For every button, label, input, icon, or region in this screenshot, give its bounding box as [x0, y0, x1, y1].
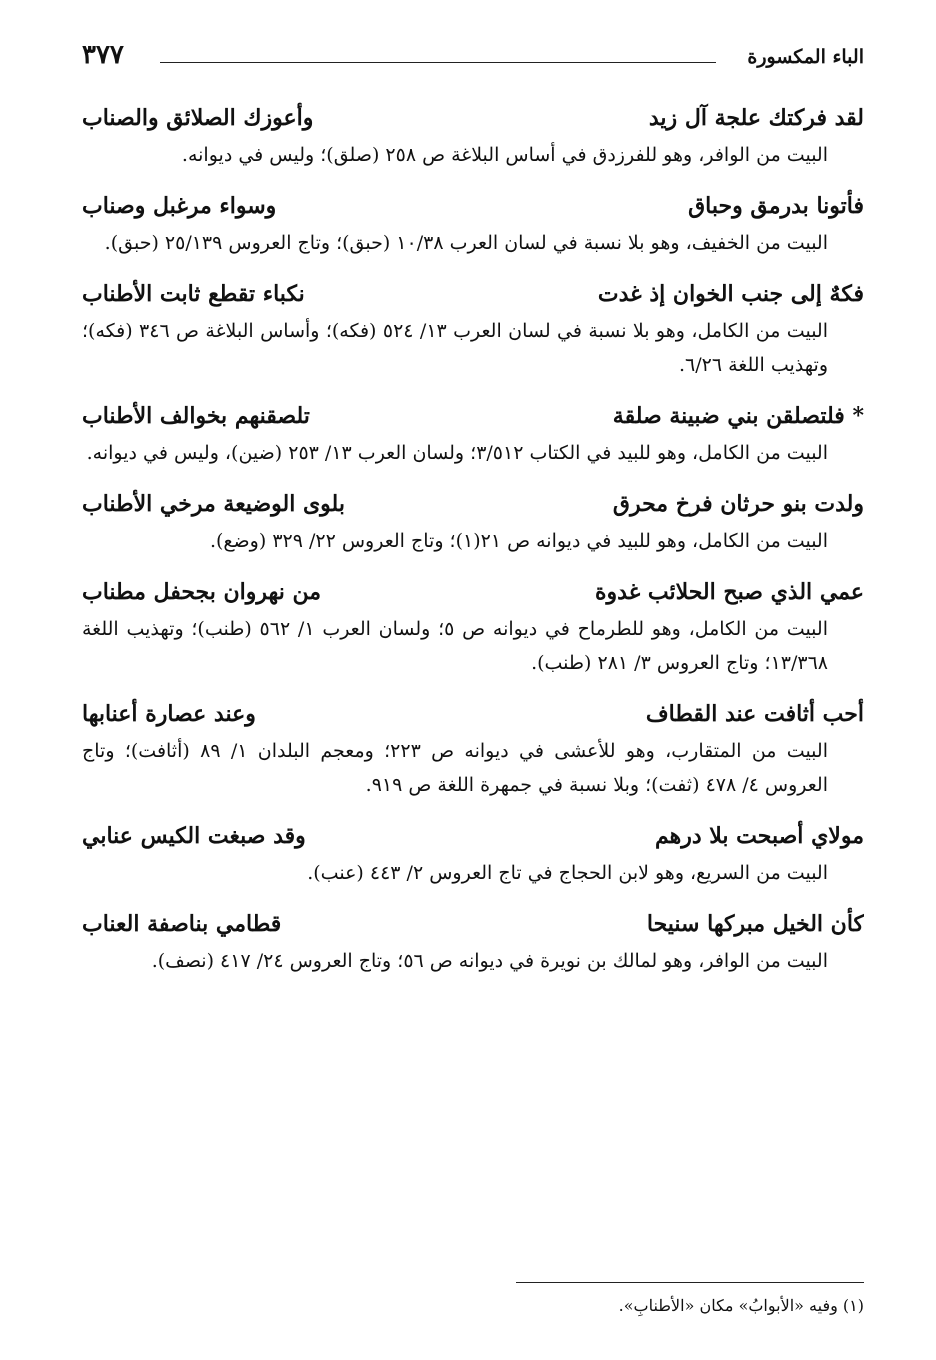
second-hemistich: نكباء تقطع ثابت الأطناب	[82, 281, 305, 307]
verse-line	[82, 98, 864, 138]
second-hemistich: وأعوزك الصلائق والصناب	[82, 105, 314, 131]
verse-line	[82, 274, 864, 314]
page	[82, 36, 864, 1360]
first-hemistich: فكهٌ إلى جنب الخوان إذ غدت	[597, 281, 864, 307]
second-hemistich: تلصقنهم بخوالف الأطناب	[82, 403, 310, 429]
verse-entry	[82, 904, 864, 978]
first-hemistich: ولدت بنو حرثان فرخ محرق	[612, 491, 864, 517]
first-hemistich: فأتونا بدرمق وحباق	[688, 193, 864, 219]
first-hemistich: عمي الذي صبح الحلائب غدوة	[595, 579, 864, 605]
verse-line	[82, 484, 864, 524]
first-hemistich: مولاي أصبحت بلا درهم	[654, 823, 864, 849]
verse-line	[82, 694, 864, 734]
second-hemistich: وعند عصارة أعنابها	[82, 701, 256, 727]
verse-note: البيت من السريع، وهو لابن الحجاج في تاج العروس ٢/ ٤٤٣ (عنب).	[307, 862, 828, 884]
verse-entry	[82, 694, 864, 802]
verse-note: البيت من الوافر، وهو للفرزدق في أساس البلاغة ص ٢٥٨ (صلق)؛ وليس في ديوانه.	[181, 144, 828, 166]
verse-note: البيت من الخفيف، وهو بلا نسبة في لسان العرب ١٠/٣٨ (حبق)؛ وتاج العروس ٢٥/١٣٩ (حبق).	[104, 232, 828, 254]
verse-entry	[82, 816, 864, 890]
second-hemistich: بلوى الوضيعة مرخي الأطناب	[82, 491, 345, 517]
verse-entry	[82, 396, 864, 470]
verse-line	[82, 572, 864, 612]
verse-entries	[82, 98, 864, 992]
verse-entry	[82, 186, 864, 260]
verse-entry	[82, 274, 864, 382]
footnote-rule	[516, 1282, 864, 1283]
verse-line	[82, 816, 864, 856]
second-hemistich: قطامي بناصفة العناب	[82, 911, 282, 937]
verse-note: البيت من الكامل، وهو للبيد في ديوانه ص ٢١(١)؛ وتاج العروس ٢٢/ ٣٢٩ (وضع).	[209, 530, 828, 552]
second-hemistich: من نهروان بجحفل مطناب	[82, 579, 322, 605]
verse-note: البيت من الكامل، وهو للبيد في الكتاب ٣/٥١٢؛ ولسان العرب ١٣/ ٢٥٣ (ضين)، وليس في ديوانه.	[86, 442, 828, 464]
page-number: ٣٧٧	[82, 40, 124, 70]
first-hemistich: كأن الخيل مبركها سنيحا	[646, 911, 864, 937]
footnote: (١) وفيه «الأبوابُ» مكان «الأطنابِ».	[618, 1296, 864, 1315]
verse-note: البيت من الكامل، وهو للطرماح في ديوانه ص ٥؛ ولسان العرب ١/ ٥٦٢ (طنب)؛ وتهذيب اللغة ١٣/٣٦٨؛ وتاج العروس ٣/ ٢٨١ (طنب).	[82, 618, 828, 674]
header-rule	[160, 62, 716, 63]
second-hemistich: وقد صبغت الكيس عنابي	[82, 823, 306, 849]
verse-line	[82, 396, 864, 436]
verse-note: البيت من الكامل، وهو بلا نسبة في لسان العرب ١٣/ ٥٢٤ (فكه)؛ وأساس البلاغة ص ٣٤٦ (فكه)؛ وتهذيب اللغة ٦/٢٦.	[82, 320, 828, 376]
verse-note: البيت من المتقارب، وهو للأعشى في ديوانه ص ٢٢٣؛ ومعجم البلدان ١/ ٨٩ (أثافت)؛ وتاج العروس ٤/ ٤٧٨ (ثفت)؛ وبلا نسبة في جمهرة اللغة ص ٩١٩.	[82, 740, 828, 796]
verse-entry	[82, 484, 864, 558]
verse-entry	[82, 98, 864, 172]
running-header	[82, 36, 864, 80]
verse-entry	[82, 572, 864, 680]
verse-note: البيت من الوافر، وهو لمالك بن نويرة في ديوانه ص ٥٦؛ وتاج العروس ٢٤/ ٤١٧ (نصف).	[151, 950, 828, 972]
verse-line	[82, 904, 864, 944]
running-title: الباء المكسورة	[747, 46, 864, 68]
first-hemistich: أحب أثافت عند القطاف	[645, 701, 864, 727]
first-hemistich: * فلتصلقن بني ضبينة صلقة	[612, 403, 864, 429]
first-hemistich: لقد فركتك علجة آل زيد	[648, 105, 864, 131]
second-hemistich: وسواء مرغبل وصناب	[82, 193, 277, 219]
verse-line	[82, 186, 864, 226]
